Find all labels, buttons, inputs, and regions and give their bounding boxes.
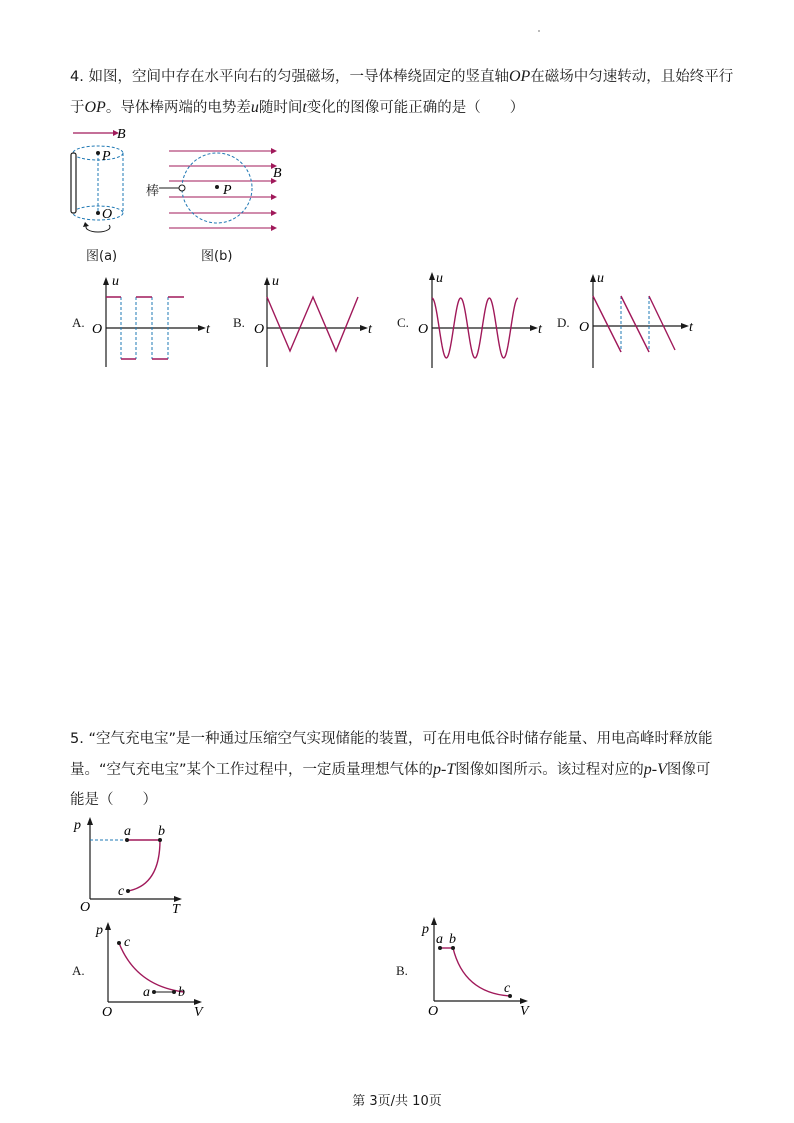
label-p: p — [422, 922, 429, 937]
label-b: b — [158, 824, 165, 839]
caption-fig-a: 图(a) — [86, 249, 118, 264]
label-c: c — [504, 981, 511, 996]
p-axis-arrow — [87, 817, 93, 825]
q4-text-line1: 4. 如图，空间中存在水平向右的匀强磁场，一导体棒绕固定的竖直轴OP在磁场中匀速转动，且始终平行 — [70, 68, 734, 85]
u-axis-arrow — [590, 274, 596, 282]
conductor-rod — [71, 153, 76, 213]
scan-dot — [538, 30, 540, 32]
label-O: O — [428, 1004, 439, 1019]
label-O: O — [254, 322, 265, 337]
label-u: u — [436, 271, 443, 286]
label-V: V — [520, 1004, 529, 1019]
u-axis-arrow — [103, 277, 109, 285]
caption-fig-b: 图(b) — [201, 249, 233, 264]
t-axis-arrow — [198, 325, 206, 331]
q4-figure-b — [145, 140, 285, 240]
q4-option-A-label[interactable]: A. — [72, 315, 85, 330]
p-axis-arrow — [431, 917, 437, 925]
point-P-b — [215, 185, 219, 189]
point-a — [152, 990, 156, 994]
label-c: c — [124, 935, 131, 950]
label-P-a: P — [102, 149, 111, 164]
label-t: t — [538, 322, 542, 337]
q4-option-B-graph — [250, 275, 380, 370]
label-O: O — [92, 322, 103, 337]
label-t: t — [689, 320, 693, 335]
q4-option-D-graph — [575, 270, 705, 370]
label-B-a: B — [117, 127, 126, 142]
label-p: p — [96, 923, 103, 938]
label-rod: 棒 — [146, 184, 160, 199]
label-a: a — [124, 824, 131, 839]
p-axis-arrow — [105, 922, 111, 930]
label-u: u — [272, 274, 279, 289]
q5-option-B-graph — [418, 915, 543, 1019]
label-T: T — [172, 902, 180, 917]
label-u: u — [597, 271, 604, 286]
label-O: O — [80, 900, 91, 915]
point-O-a — [96, 211, 100, 215]
t-axis-arrow — [360, 325, 368, 331]
label-b: b — [178, 985, 185, 1000]
label-u: u — [112, 274, 119, 289]
curve-b-c — [128, 840, 160, 891]
label-V: V — [194, 1005, 203, 1020]
curve-c-b — [119, 943, 184, 992]
u-axis-arrow — [429, 272, 435, 280]
label-a: a — [143, 985, 150, 1000]
q4-text-line2: 于OP。导体棒两端的电势差u随时间t变化的图像可能正确的是（ ） — [70, 99, 525, 116]
label-O: O — [102, 1005, 113, 1020]
point-P-a — [96, 151, 100, 155]
q4-option-D-label[interactable]: D. — [557, 315, 570, 330]
page-footer: 第 3页/共 10页 — [352, 1094, 442, 1109]
q5-text-line1: 5. “空气充电宝”是一种通过压缩空气实现储能的装置，可在用电低谷时储存能量、用电高峰时释放能 — [70, 731, 713, 747]
label-c: c — [118, 884, 125, 899]
label-t: t — [368, 322, 372, 337]
q4-option-C-graph — [414, 270, 554, 370]
t-axis-arrow — [530, 325, 538, 331]
q5-text-line3: 能是（ ） — [70, 792, 157, 808]
t-axis-arrow — [681, 323, 689, 329]
q4-figure-a — [65, 125, 145, 245]
rotation-arrow — [86, 225, 110, 232]
q4-option-C-label[interactable]: C. — [397, 315, 409, 330]
label-B-b: B — [273, 166, 282, 181]
rod-cross-section — [179, 185, 185, 191]
label-b: b — [449, 932, 456, 947]
q4-option-B-label[interactable]: B. — [233, 315, 245, 330]
label-P-b: P — [223, 183, 232, 198]
u-axis-arrow — [264, 277, 270, 285]
label-p: p — [74, 818, 81, 833]
label-O-a: O — [102, 207, 113, 222]
q5-pT-graph — [72, 815, 197, 915]
q5-option-A-label[interactable]: A. — [72, 963, 85, 978]
q5-option-A-graph — [92, 920, 217, 1020]
curve-b-c — [453, 948, 510, 996]
label-a: a — [436, 932, 443, 947]
rotation-arrowhead — [83, 222, 89, 227]
q4-option-A-graph — [88, 275, 218, 370]
label-O: O — [579, 320, 590, 335]
point-c — [117, 941, 121, 945]
sawtooth-wave-curve — [593, 296, 675, 352]
label-t: t — [206, 322, 210, 337]
triangle-wave-curve — [267, 297, 358, 351]
point-c — [126, 889, 130, 893]
q5-text-line2: 量。“空气充电宝”某个工作过程中，一定质量理想气体的p-T图像如图所示。该过程对应的p-V图像可 — [70, 761, 711, 778]
point-b — [172, 990, 176, 994]
q5-option-B-label[interactable]: B. — [396, 963, 408, 978]
label-O: O — [418, 322, 429, 337]
field-arrowheads-b — [271, 148, 277, 231]
